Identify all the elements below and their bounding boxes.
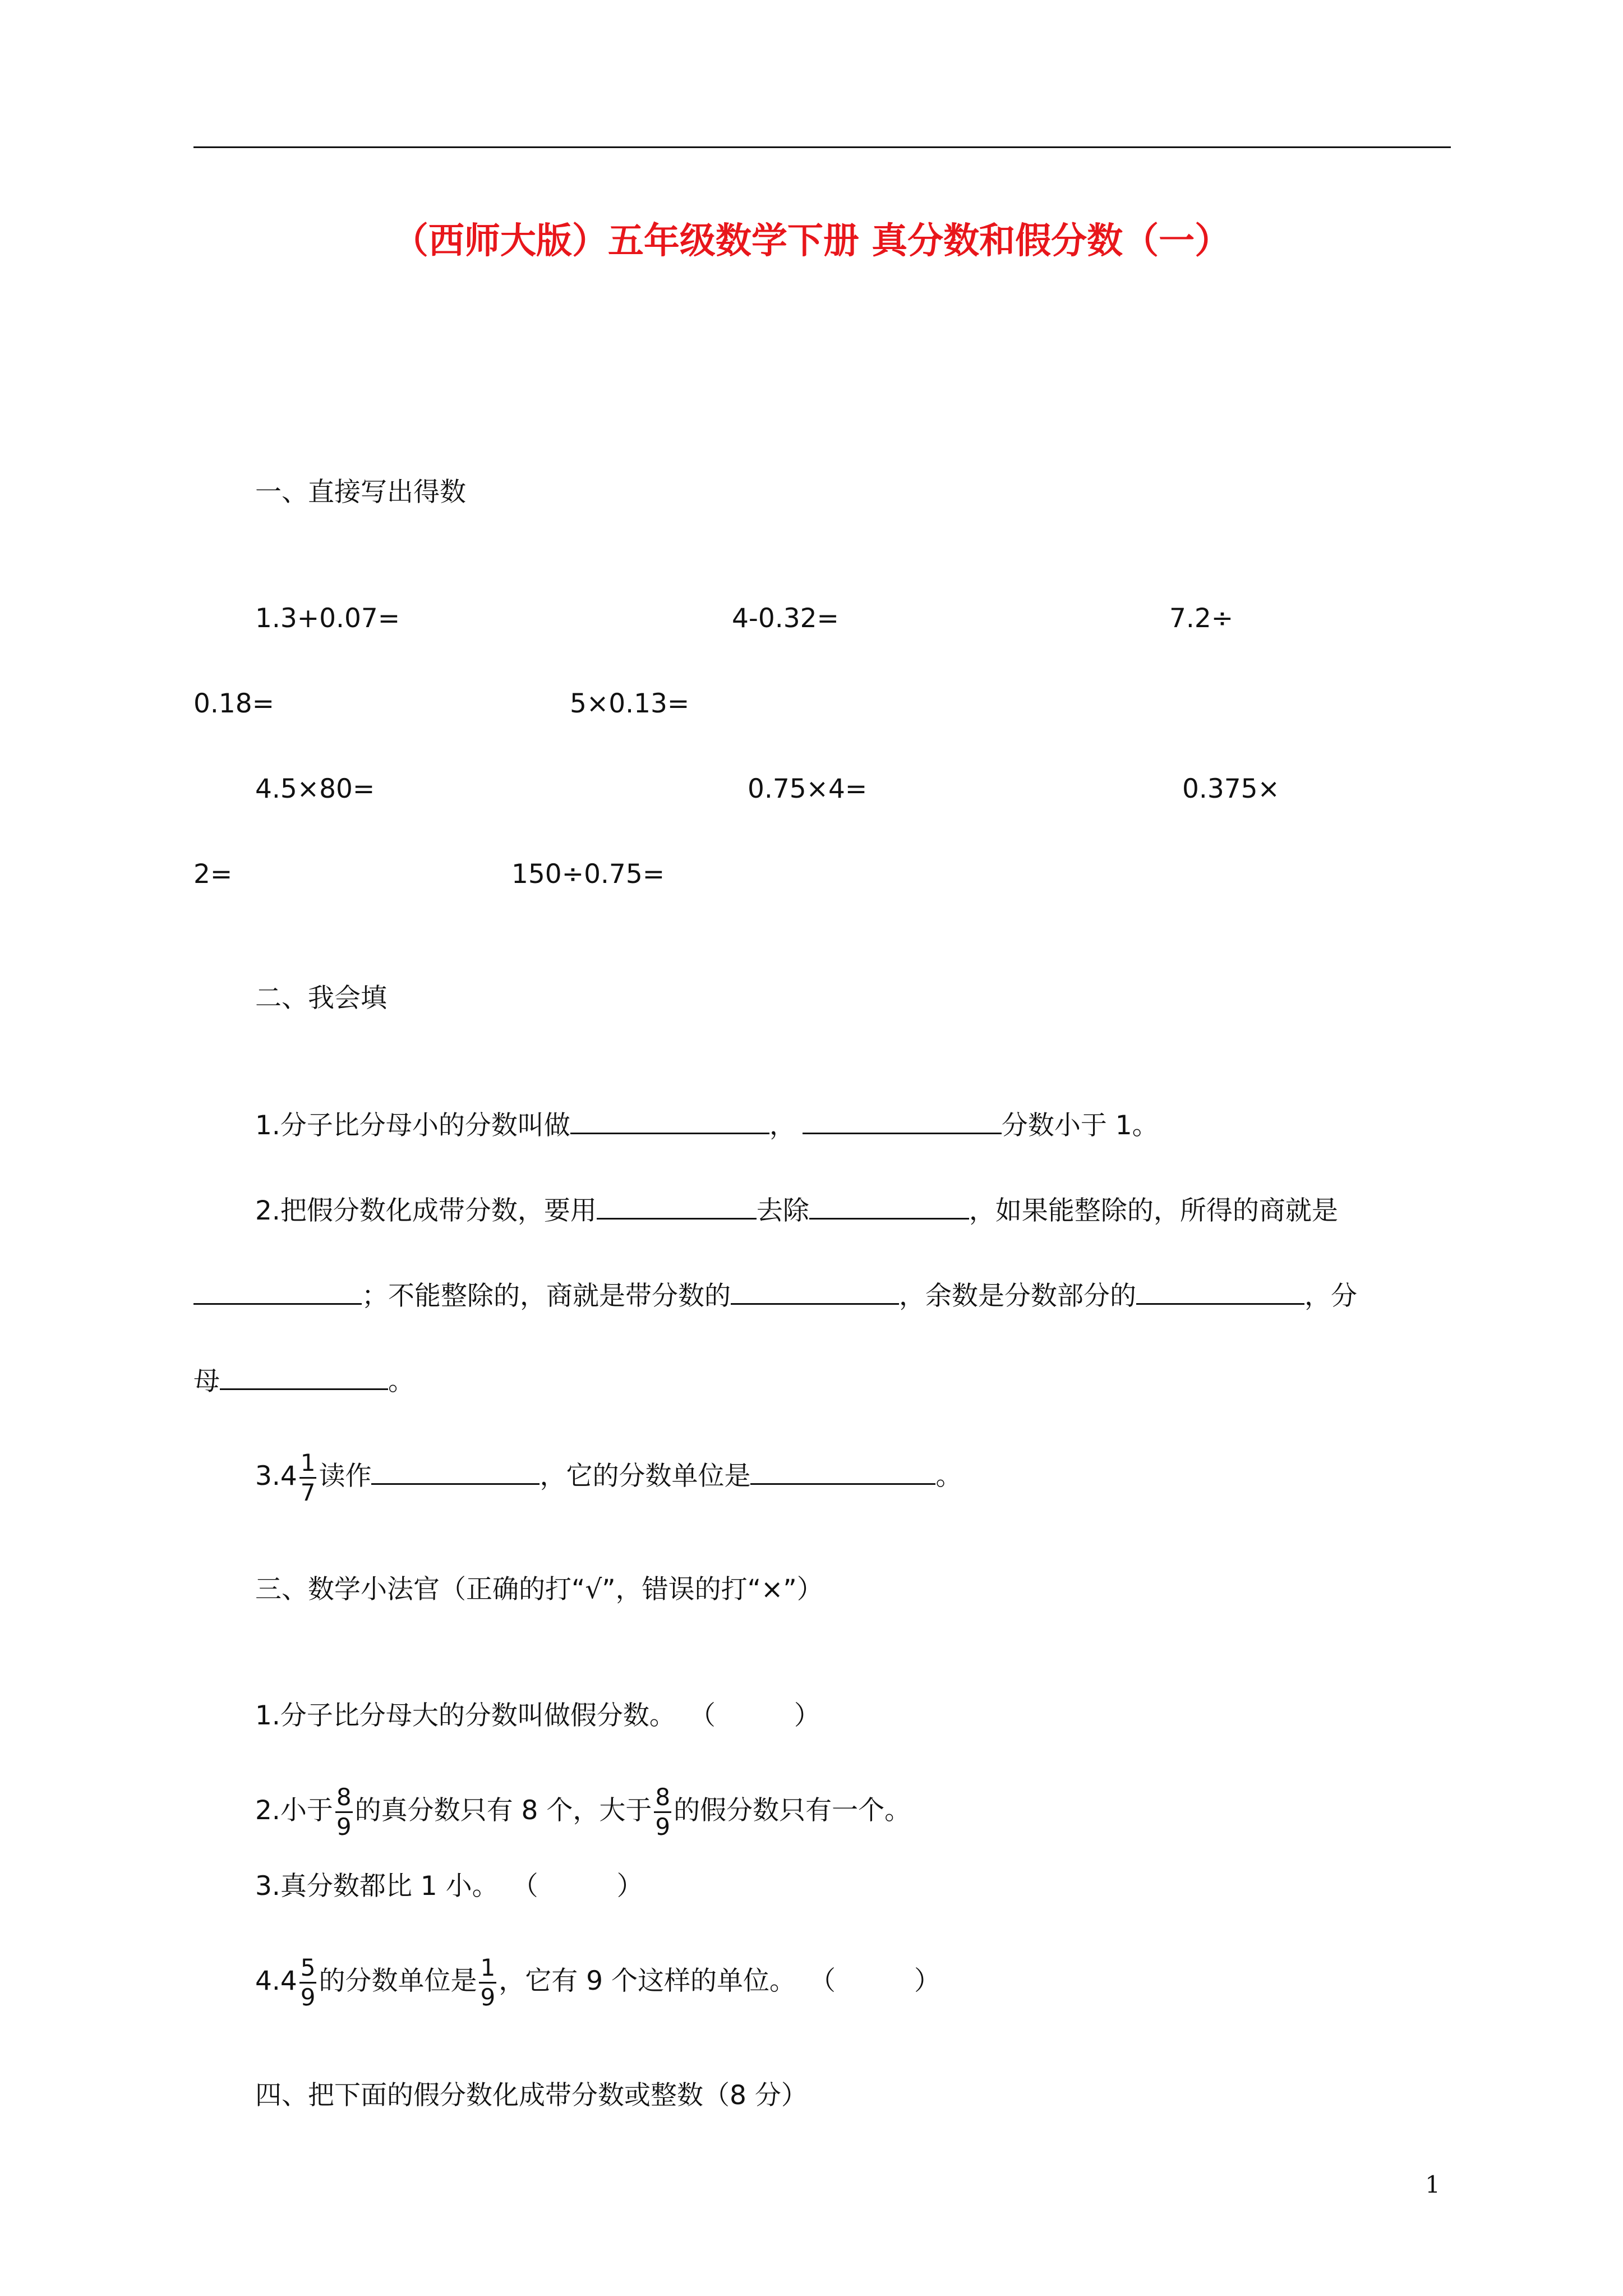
judge-question-3: [255, 1869, 643, 1904]
fraction: [335, 1783, 353, 1841]
fraction: [654, 1783, 671, 1841]
calc-item: 150÷0.75=: [511, 859, 665, 890]
section2-heading: 二、我会填: [255, 983, 387, 1014]
fill-question-2: [255, 1193, 1338, 1229]
judge-question-2: [255, 1783, 911, 1841]
denominator: 9: [300, 1984, 316, 2011]
fill-question-3: [255, 1449, 962, 1507]
question-text: 4.: [255, 1966, 280, 1996]
fill-question-2-end: [193, 1364, 414, 1400]
page-title: （西师大版）五年级数学下册 真分数和假分数（一）: [392, 220, 1231, 262]
numerator: 5: [299, 1954, 317, 1984]
question-text: 。: [935, 1461, 962, 1492]
mixed-whole: 4: [280, 1966, 297, 1996]
fraction: [479, 1954, 496, 2012]
answer-blank[interactable]: [750, 1461, 935, 1485]
numerator: 1: [299, 1449, 317, 1479]
question-text: 的假分数只有一个。: [674, 1795, 911, 1826]
question-text: 去除: [756, 1195, 809, 1226]
answer-blank[interactable]: [1136, 1281, 1304, 1305]
answer-blank[interactable]: [220, 1366, 388, 1390]
calc-item: 5×0.13=: [570, 688, 690, 719]
fraction: [299, 1449, 317, 1507]
answer-blank[interactable]: [371, 1461, 540, 1485]
mixed-whole: 4: [280, 1461, 297, 1492]
answer-parenthesis[interactable]: （ ）: [809, 1966, 941, 1996]
calc-item: 0.375×: [1182, 774, 1280, 804]
fill-question-2-cont: [193, 1278, 1357, 1314]
question-text: ，分: [1304, 1281, 1357, 1312]
numerator: 8: [654, 1783, 671, 1813]
answer-parenthesis[interactable]: （ ）: [689, 1700, 820, 1731]
denominator: 7: [300, 1479, 316, 1506]
question-text: 的分数单位是: [319, 1966, 477, 1996]
calc-item: 2=: [193, 859, 233, 890]
question-text: ，: [769, 1110, 796, 1141]
answer-blank[interactable]: [597, 1195, 757, 1220]
question-text: 读作: [319, 1461, 372, 1492]
denominator: 9: [480, 1984, 496, 2011]
answer-blank[interactable]: [809, 1195, 969, 1220]
calc-item: 0.18=: [193, 688, 275, 719]
calc-item: 0.75×4=: [748, 774, 868, 804]
calc-item: 4-0.32=: [732, 603, 839, 634]
section4-heading: 四、把下面的假分数化成带分数或整数（8 分）: [255, 2080, 808, 2111]
calc-item: 4.5×80=: [255, 774, 375, 804]
answer-parenthesis[interactable]: （ ）: [511, 1871, 643, 1902]
question-text: ，如果能整除的，所得的商就是: [969, 1195, 1338, 1226]
question-text: ，余数是分数部分的: [899, 1281, 1136, 1312]
question-text: 1.分子比分母小的分数叫做: [255, 1110, 570, 1141]
denominator: 9: [655, 1813, 671, 1841]
question-text: 1.分子比分母大的分数叫做假分数。: [255, 1700, 676, 1731]
answer-blank[interactable]: [803, 1110, 1002, 1134]
calc-item: 1.3+0.07=: [255, 603, 400, 634]
question-text: 的真分数只有 8 个，大于: [354, 1795, 652, 1826]
answer-blank[interactable]: [570, 1110, 769, 1134]
question-text: ，它有 9 个这样的单位。: [499, 1966, 796, 1996]
numerator: 8: [335, 1783, 353, 1813]
denominator: 9: [336, 1813, 352, 1841]
question-text: 3.真分数都比 1 小。: [255, 1871, 499, 1902]
question-text: 母: [193, 1366, 220, 1397]
question-text: 2.把假分数化成带分数，要用: [255, 1195, 597, 1226]
section1-heading: 一、直接写出得数: [255, 477, 466, 508]
calc-item: 7.2÷: [1169, 603, 1234, 634]
question-text: ；不能整除的，商就是带分数的: [362, 1281, 731, 1312]
answer-blank[interactable]: [193, 1281, 362, 1305]
question-text: 2.小于: [255, 1795, 333, 1826]
judge-question-1: [255, 1698, 820, 1734]
question-text: 3.: [255, 1461, 280, 1492]
numerator: 1: [479, 1954, 496, 1984]
page-number: 1: [1425, 2171, 1440, 2198]
question-text: 。: [388, 1366, 414, 1397]
question-text: 分数小于 1。: [1001, 1110, 1159, 1141]
answer-blank[interactable]: [731, 1281, 899, 1305]
judge-question-4: [255, 1954, 940, 2012]
fraction: [299, 1954, 317, 2012]
section3-heading: 三、数学小法官（正确的打“√”，错误的打“×”）: [255, 1574, 823, 1605]
question-text: ，它的分数单位是: [540, 1461, 751, 1492]
header-rule: [193, 146, 1451, 148]
fill-question-1: [255, 1108, 1159, 1144]
